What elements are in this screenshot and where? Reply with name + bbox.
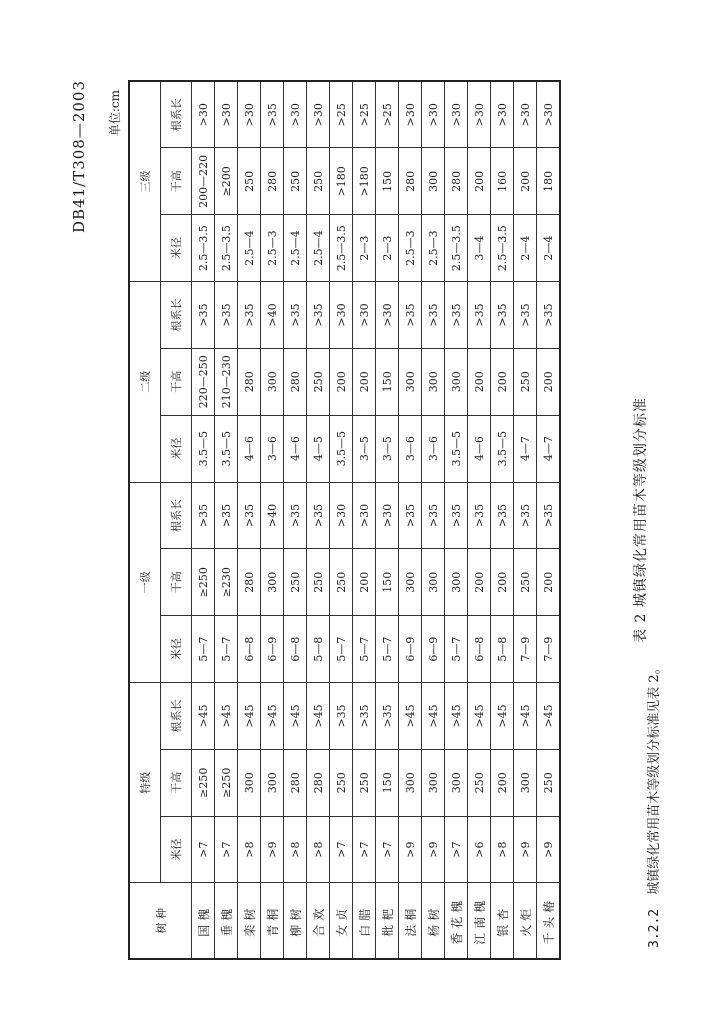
table-row <box>537 81 561 959</box>
trunk-height-cell: 210—230 <box>215 348 238 415</box>
root-length-cell: >35 <box>399 482 422 549</box>
trunk-height-cell: 300 <box>445 749 468 816</box>
trunk-height-cell: 280 <box>284 749 307 816</box>
trunk-height-cell: 200—220 <box>192 148 215 215</box>
diameter-cell: 3—5 <box>353 415 376 482</box>
diameter-cell: 2.5—3.5 <box>445 215 468 282</box>
diameter-cell: 4—6 <box>284 415 307 482</box>
trunk-height-cell: 200 <box>468 348 491 415</box>
species-cell: 白腊 <box>353 883 376 959</box>
trunk-height-cell: 280 <box>445 148 468 215</box>
root-length-cell: >35 <box>192 282 215 349</box>
species-cell: 银杏 <box>491 883 514 959</box>
species-cell: 垂槐 <box>215 883 238 959</box>
trunk-height-cell: 200 <box>491 749 514 816</box>
trunk-height-cell: >180 <box>330 148 353 215</box>
trunk-height-cell: 250 <box>514 348 537 415</box>
diameter-cell: 4—5 <box>307 415 330 482</box>
root-length-cell: >35 <box>261 81 284 148</box>
root-length-cell: >40 <box>261 282 284 349</box>
trunk-height-cell: 220—250 <box>192 348 215 415</box>
trunk-height-cell: 200 <box>353 549 376 616</box>
root-length-cell: >35 <box>353 683 376 750</box>
root-length-cell: >45 <box>307 683 330 750</box>
diameter-cell: >9 <box>422 816 445 883</box>
diameter-cell: >6 <box>468 816 491 883</box>
trunk-height-cell: 300 <box>422 148 445 215</box>
root-length-cell: >45 <box>514 683 537 750</box>
section-text: 城镇绿化常用苗木等级划分标准见表 2。 <box>647 661 662 895</box>
trunk-height-cell: 280 <box>399 148 422 215</box>
root-length-cell: >35 <box>399 282 422 349</box>
root-length-cell: >35 <box>491 282 514 349</box>
trunk-height-cell: 200 <box>330 348 353 415</box>
root-length-cell: >35 <box>514 482 537 549</box>
diameter-cell: 3—5 <box>376 415 399 482</box>
root-length-cell: >25 <box>376 81 399 148</box>
diameter-cell: 2.5—3.5 <box>330 215 353 282</box>
root-length-cell: >30 <box>284 81 307 148</box>
trunk-height-cell: 250 <box>353 749 376 816</box>
trunk-height-cell: 300 <box>238 749 261 816</box>
species-cell: 国槐 <box>192 883 215 959</box>
root-length-cell: >35 <box>215 282 238 349</box>
trunk-height-cell: 300 <box>445 348 468 415</box>
diameter-cell: >8 <box>238 816 261 883</box>
species-cell: 枇杷 <box>376 883 399 959</box>
root-length-cell: >45 <box>215 683 238 750</box>
root-length-cell: >30 <box>353 482 376 549</box>
trunk-height-cell: 300 <box>399 749 422 816</box>
root-length-cell: >30 <box>468 81 491 148</box>
trunk-height-cell: 200 <box>514 148 537 215</box>
root-length-cell: >35 <box>238 282 261 349</box>
rotated-content <box>70 80 670 960</box>
trunk-height-cell: 250 <box>284 148 307 215</box>
diameter-cell: 3.5—5 <box>215 415 238 482</box>
header-grade-2: 二级 <box>129 282 161 482</box>
trunk-height-cell: 200 <box>537 348 561 415</box>
trunk-height-cell: 250 <box>307 549 330 616</box>
table-caption: 表 2 城镇绿化常用苗木等级划分标准 <box>633 397 649 643</box>
root-length-cell: >30 <box>376 282 399 349</box>
trunk-height-cell: 280 <box>261 148 284 215</box>
trunk-height-cell: ≥250 <box>192 549 215 616</box>
root-length-cell: >45 <box>261 683 284 750</box>
section-number: 3.2.2 <box>647 908 662 948</box>
root-length-cell: >30 <box>238 81 261 148</box>
root-length-cell: >45 <box>445 683 468 750</box>
root-length-cell: >30 <box>215 81 238 148</box>
diameter-cell: 6—8 <box>238 616 261 683</box>
species-cell: 杨树 <box>422 883 445 959</box>
table-row <box>215 81 238 959</box>
trunk-height-cell: 300 <box>399 549 422 616</box>
table-row <box>445 81 468 959</box>
trunk-height-cell: 250 <box>514 549 537 616</box>
trunk-height-cell: 300 <box>261 348 284 415</box>
root-length-cell: >35 <box>192 482 215 549</box>
root-length-cell: >35 <box>514 282 537 349</box>
header-species: 树 种 <box>129 883 192 959</box>
diameter-cell: 6—8 <box>284 616 307 683</box>
root-length-cell: >35 <box>307 482 330 549</box>
root-length-cell: >45 <box>422 683 445 750</box>
table-row <box>284 81 307 959</box>
trunk-height-cell: 300 <box>422 749 445 816</box>
diameter-cell: 3.5—5 <box>330 415 353 482</box>
root-length-cell: >35 <box>284 282 307 349</box>
root-length-cell: >35 <box>284 482 307 549</box>
species-cell: 江南槐 <box>468 883 491 959</box>
species-cell: 千头椿 <box>537 883 561 959</box>
diameter-cell: >8 <box>307 816 330 883</box>
trunk-height-cell: 150 <box>376 148 399 215</box>
trunk-height-cell: >180 <box>353 148 376 215</box>
trunk-height-cell: 300 <box>399 348 422 415</box>
sub-diameter: 米径 <box>161 415 192 482</box>
trunk-height-cell: 250 <box>537 749 561 816</box>
sub-root-length: 根系长 <box>161 81 192 148</box>
root-length-cell: >45 <box>192 683 215 750</box>
diameter-cell: 7—9 <box>537 616 561 683</box>
diameter-cell: 2.5—3 <box>261 215 284 282</box>
diameter-cell: 3.5—5 <box>445 415 468 482</box>
table-row <box>514 81 537 959</box>
trunk-height-cell: 200 <box>468 148 491 215</box>
sub-diameter: 米径 <box>161 215 192 282</box>
table-row <box>307 81 330 959</box>
diameter-cell: 2.5—3 <box>422 215 445 282</box>
root-length-cell: >35 <box>445 482 468 549</box>
diameter-cell: 5—7 <box>445 616 468 683</box>
root-length-cell: >35 <box>445 282 468 349</box>
root-length-cell: >45 <box>537 683 561 750</box>
trunk-height-cell: 200 <box>491 348 514 415</box>
diameter-cell: 6—8 <box>468 616 491 683</box>
root-length-cell: >30 <box>330 482 353 549</box>
sub-trunk-height: 干高 <box>161 348 192 415</box>
root-length-cell: >35 <box>537 282 561 349</box>
trunk-height-cell: 300 <box>422 549 445 616</box>
header-row-sub <box>161 81 192 959</box>
diameter-cell: >8 <box>491 816 514 883</box>
diameter-cell: 2—3 <box>353 215 376 282</box>
trunk-height-cell: 300 <box>261 749 284 816</box>
diameter-cell: 5—7 <box>353 616 376 683</box>
root-length-cell: >30 <box>491 81 514 148</box>
table-row <box>399 81 422 959</box>
trunk-height-cell: 200 <box>353 348 376 415</box>
diameter-cell: 5—7 <box>215 616 238 683</box>
sub-diameter: 米径 <box>161 616 192 683</box>
header-grade-3: 三级 <box>129 81 161 282</box>
diameter-cell: 3.5—5 <box>192 415 215 482</box>
diameter-cell: 5—7 <box>192 616 215 683</box>
root-length-cell: >30 <box>307 81 330 148</box>
diameter-cell: 3—4 <box>468 215 491 282</box>
root-length-cell: >40 <box>261 482 284 549</box>
sub-root-length: 根系长 <box>161 482 192 549</box>
diameter-cell: 5—8 <box>307 616 330 683</box>
unit-label: 单位:cm <box>108 90 122 137</box>
diameter-cell: 4—7 <box>514 415 537 482</box>
trunk-height-cell: 280 <box>238 549 261 616</box>
table-row <box>491 81 514 959</box>
trunk-height-cell: 250 <box>307 148 330 215</box>
root-length-cell: >30 <box>445 81 468 148</box>
root-length-cell: >35 <box>537 482 561 549</box>
trunk-height-cell: 280 <box>284 348 307 415</box>
diameter-cell: >8 <box>284 816 307 883</box>
species-cell: 法桐 <box>399 883 422 959</box>
trunk-height-cell: 300 <box>422 348 445 415</box>
root-length-cell: >30 <box>422 81 445 148</box>
trunk-height-cell: 280 <box>307 749 330 816</box>
table-row <box>238 81 261 959</box>
trunk-height-cell: 250 <box>330 549 353 616</box>
diameter-cell: >7 <box>330 816 353 883</box>
diameter-cell: 2.5—4 <box>284 215 307 282</box>
root-length-cell: >25 <box>330 81 353 148</box>
trunk-height-cell: 150 <box>376 749 399 816</box>
diameter-cell: 6—9 <box>422 616 445 683</box>
header-row-grades <box>129 81 161 959</box>
diameter-cell: >9 <box>514 816 537 883</box>
root-length-cell: >35 <box>491 482 514 549</box>
trunk-height-cell: ≥200 <box>215 148 238 215</box>
diameter-cell: 4—7 <box>537 415 561 482</box>
diameter-cell: >7 <box>376 816 399 883</box>
trunk-height-cell: 200 <box>537 549 561 616</box>
header-grade-special: 特级 <box>129 683 161 883</box>
trunk-height-cell: 160 <box>491 148 514 215</box>
root-length-cell: >35 <box>468 282 491 349</box>
sub-trunk-height: 干高 <box>161 749 192 816</box>
table-row <box>330 81 353 959</box>
diameter-cell: 7—9 <box>514 616 537 683</box>
diameter-cell: >7 <box>445 816 468 883</box>
root-length-cell: >45 <box>468 683 491 750</box>
diameter-cell: >9 <box>537 816 561 883</box>
table-row <box>261 81 284 959</box>
trunk-height-cell: ≥230 <box>215 549 238 616</box>
grading-table <box>128 80 561 960</box>
section-heading <box>643 661 662 948</box>
table-row <box>376 81 399 959</box>
diameter-cell: >9 <box>399 816 422 883</box>
root-length-cell: >30 <box>514 81 537 148</box>
document-code: DB41/T308—2003 <box>70 80 88 233</box>
diameter-cell: 4—6 <box>468 415 491 482</box>
trunk-height-cell: 150 <box>376 549 399 616</box>
diameter-cell: 5—7 <box>330 616 353 683</box>
root-length-cell: >45 <box>399 683 422 750</box>
root-length-cell: >35 <box>422 282 445 349</box>
trunk-height-cell: 250 <box>307 348 330 415</box>
trunk-height-cell: 300 <box>445 549 468 616</box>
trunk-height-cell: 180 <box>537 148 561 215</box>
species-cell: 青桐 <box>261 883 284 959</box>
species-cell: 香花槐 <box>445 883 468 959</box>
root-length-cell: >35 <box>238 482 261 549</box>
table-body <box>192 81 561 959</box>
diameter-cell: 3—6 <box>261 415 284 482</box>
root-length-cell: >35 <box>468 482 491 549</box>
sub-root-length: 根系长 <box>161 282 192 349</box>
sub-trunk-height: 干高 <box>161 148 192 215</box>
root-length-cell: >45 <box>238 683 261 750</box>
root-length-cell: >30 <box>399 81 422 148</box>
diameter-cell: 6—9 <box>399 616 422 683</box>
diameter-cell: >7 <box>192 816 215 883</box>
header-grade-1: 一级 <box>129 482 161 682</box>
diameter-cell: 2—3 <box>376 215 399 282</box>
species-cell: 栾树 <box>238 883 261 959</box>
trunk-height-cell: 250 <box>330 749 353 816</box>
trunk-height-cell: 300 <box>261 549 284 616</box>
trunk-height-cell: 250 <box>284 549 307 616</box>
trunk-height-cell: ≥250 <box>215 749 238 816</box>
root-length-cell: >30 <box>330 282 353 349</box>
table-row <box>353 81 376 959</box>
root-length-cell: >30 <box>192 81 215 148</box>
diameter-cell: 2.5—3.5 <box>192 215 215 282</box>
root-length-cell: >45 <box>491 683 514 750</box>
table-row <box>422 81 445 959</box>
trunk-height-cell: 300 <box>514 749 537 816</box>
diameter-cell: 2.5—3 <box>399 215 422 282</box>
root-length-cell: >30 <box>537 81 561 148</box>
root-length-cell: >25 <box>353 81 376 148</box>
diameter-cell: >7 <box>353 816 376 883</box>
root-length-cell: >30 <box>376 482 399 549</box>
diameter-cell: 2.5—3.5 <box>491 215 514 282</box>
table-row <box>192 81 215 959</box>
diameter-cell: 3—6 <box>399 415 422 482</box>
root-length-cell: >35 <box>376 683 399 750</box>
trunk-height-cell: 200 <box>491 549 514 616</box>
root-length-cell: >35 <box>307 282 330 349</box>
trunk-height-cell: 280 <box>238 348 261 415</box>
root-length-cell: >35 <box>215 482 238 549</box>
diameter-cell: 3—6 <box>422 415 445 482</box>
diameter-cell: 4—6 <box>238 415 261 482</box>
root-length-cell: >45 <box>284 683 307 750</box>
diameter-cell: 2—4 <box>537 215 561 282</box>
trunk-height-cell: 250 <box>468 749 491 816</box>
sub-diameter: 米径 <box>161 816 192 883</box>
diameter-cell: 2—4 <box>514 215 537 282</box>
diameter-cell: 5—7 <box>376 616 399 683</box>
species-cell: 柳树 <box>284 883 307 959</box>
trunk-height-cell: 250 <box>238 148 261 215</box>
table-row <box>468 81 491 959</box>
sub-trunk-height: 干高 <box>161 549 192 616</box>
trunk-height-cell: 150 <box>376 348 399 415</box>
diameter-cell: 2.5—4 <box>307 215 330 282</box>
trunk-height-cell: ≥250 <box>192 749 215 816</box>
root-length-cell: >35 <box>330 683 353 750</box>
species-cell: 女贞 <box>330 883 353 959</box>
root-length-cell: >35 <box>422 482 445 549</box>
species-cell: 合欢 <box>307 883 330 959</box>
diameter-cell: 2.5—3.5 <box>215 215 238 282</box>
diameter-cell: 3.5—5 <box>491 415 514 482</box>
trunk-height-cell: 200 <box>468 549 491 616</box>
diameter-cell: 2.5—4 <box>238 215 261 282</box>
root-length-cell: >30 <box>353 282 376 349</box>
diameter-cell: 6—9 <box>261 616 284 683</box>
species-cell: 火炬 <box>514 883 537 959</box>
diameter-cell: >7 <box>215 816 238 883</box>
sub-root-length: 根系长 <box>161 683 192 750</box>
diameter-cell: 5—8 <box>491 616 514 683</box>
diameter-cell: >9 <box>261 816 284 883</box>
